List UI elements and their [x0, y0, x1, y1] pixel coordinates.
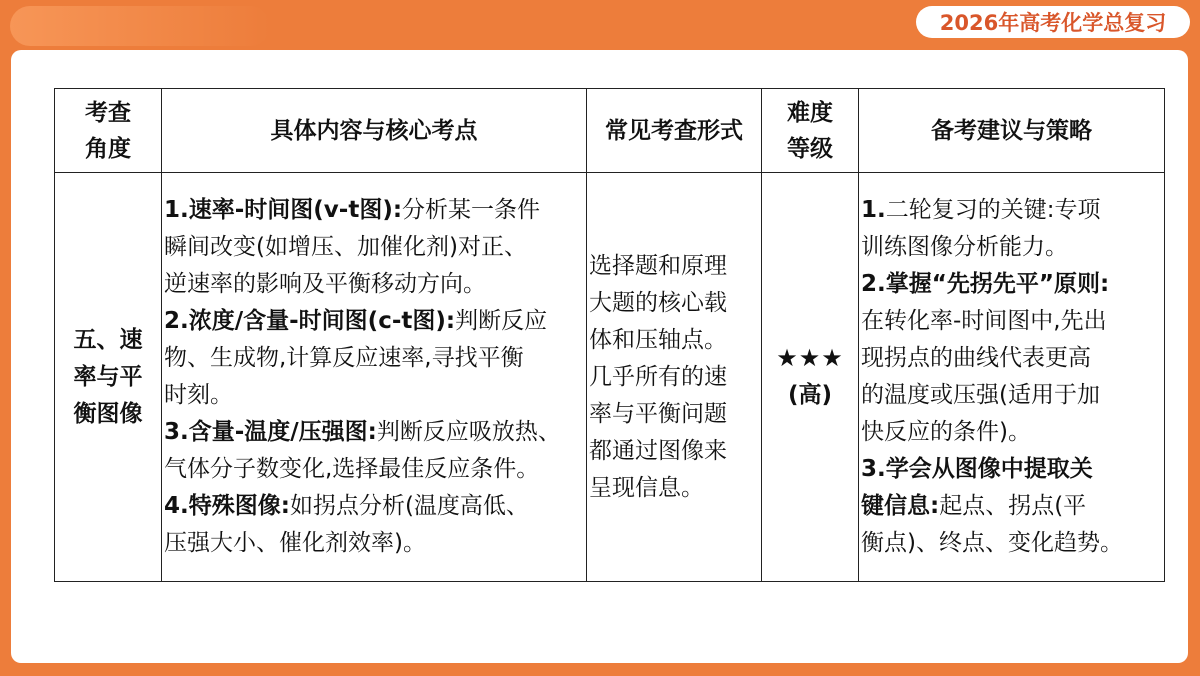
cell-level	[762, 173, 859, 582]
content-text: 逆速率的影响及平衡移动方向。	[164, 271, 486, 297]
content-line	[164, 192, 584, 229]
content-line	[164, 266, 584, 303]
advice-text: 现拐点的曲线代表更高	[861, 345, 1091, 371]
header-angle-line: 角度	[85, 135, 131, 162]
advice-text: 二轮复习的关键:专项	[885, 197, 1101, 223]
form-line: 选择题和原理	[589, 252, 727, 279]
advice-line	[861, 266, 1162, 303]
form-line: 体和压轴点。	[589, 326, 727, 353]
header-angle-line: 考查	[85, 99, 131, 126]
header-decoration	[10, 6, 270, 46]
header-level	[762, 89, 859, 173]
angle-line: 衡图像	[73, 400, 143, 427]
content-line	[164, 414, 584, 451]
content-text: 瞬间改变(如增压、加催化剂)对正、	[164, 234, 527, 260]
angle-line: 率与平	[73, 363, 143, 390]
advice-line	[861, 525, 1162, 562]
form-line: 几乎所有的速	[589, 363, 727, 390]
content-heading: 1.速率-时间图(v-t图):	[164, 197, 403, 223]
advice-line	[861, 192, 1162, 229]
advice-heading: 2.掌握“先拐先平”原则:	[861, 271, 1110, 297]
form-line: 都通过图像来	[589, 437, 727, 464]
cell-angle	[55, 173, 162, 582]
advice-text: 在转化率-时间图中,先出	[861, 308, 1107, 334]
advice-line	[861, 488, 1162, 525]
form-line: 率与平衡问题	[589, 400, 727, 427]
content-text: 时刻。	[164, 382, 233, 408]
content-text: 物、生成物,计算反应速率,寻找平衡	[164, 345, 524, 371]
advice-text: 衡点)、终点、变化趋势。	[861, 530, 1123, 556]
table-row	[55, 173, 1165, 582]
advice-text: 的温度或压强(适用于加	[861, 382, 1100, 408]
content-text: 分析某一条件	[402, 197, 541, 223]
table-header-row	[55, 89, 1165, 173]
advice-text: 快反应的条件)。	[861, 419, 1031, 445]
advice-heading: 3.学会从图像中提取关	[861, 456, 1093, 482]
advice-text: 训练图像分析能力。	[861, 234, 1068, 260]
content-line	[164, 451, 584, 488]
content-line	[164, 340, 584, 377]
advice-text: 起点、拐点(平	[939, 493, 1087, 519]
header-angle	[55, 89, 162, 173]
content-text: 气体分子数变化,选择最佳反应条件。	[164, 456, 540, 482]
content-heading: 2.浓度/含量-时间图(c-t图):	[164, 308, 456, 334]
advice-line	[861, 451, 1162, 488]
advice-heading: 键信息:	[861, 493, 940, 519]
course-title-badge: 2026年高考化学总复习	[916, 6, 1190, 38]
content-line	[164, 229, 584, 266]
advice-heading: 1.	[861, 197, 886, 223]
header-advice: 备考建议与策略	[859, 89, 1165, 173]
content-text: 压强大小、催化剂效率)。	[164, 530, 426, 556]
content-heading: 4.特殊图像:	[164, 493, 290, 519]
cell-content	[162, 173, 587, 582]
difficulty-text: (高)	[787, 382, 833, 408]
advice-line	[861, 340, 1162, 377]
header-level-line: 等级	[787, 135, 833, 162]
header-form: 常见考查形式	[587, 89, 762, 173]
cell-advice	[859, 173, 1165, 582]
form-line: 呈现信息。	[589, 474, 704, 501]
advice-line	[861, 377, 1162, 414]
header-content: 具体内容与核心考点	[162, 89, 587, 173]
content-heading: 3.含量-温度/压强图:	[164, 419, 377, 445]
cell-form	[587, 173, 762, 582]
difficulty-stars: ★★★	[776, 344, 844, 372]
content-line	[164, 303, 584, 340]
advice-line	[861, 414, 1162, 451]
content-text: 如拐点分析(温度高低、	[289, 493, 529, 519]
content-text: 判断反应	[455, 308, 548, 334]
content-line	[164, 488, 584, 525]
exam-analysis-table	[54, 88, 1165, 582]
header-level-line: 难度	[787, 99, 833, 126]
angle-line: 五、速	[73, 326, 143, 353]
content-line	[164, 377, 584, 414]
advice-line	[861, 229, 1162, 266]
content-line	[164, 525, 584, 562]
advice-line	[861, 303, 1162, 340]
content-panel	[11, 50, 1188, 663]
content-text: 判断反应吸放热、	[376, 419, 561, 445]
form-line: 大题的核心载	[589, 289, 727, 316]
